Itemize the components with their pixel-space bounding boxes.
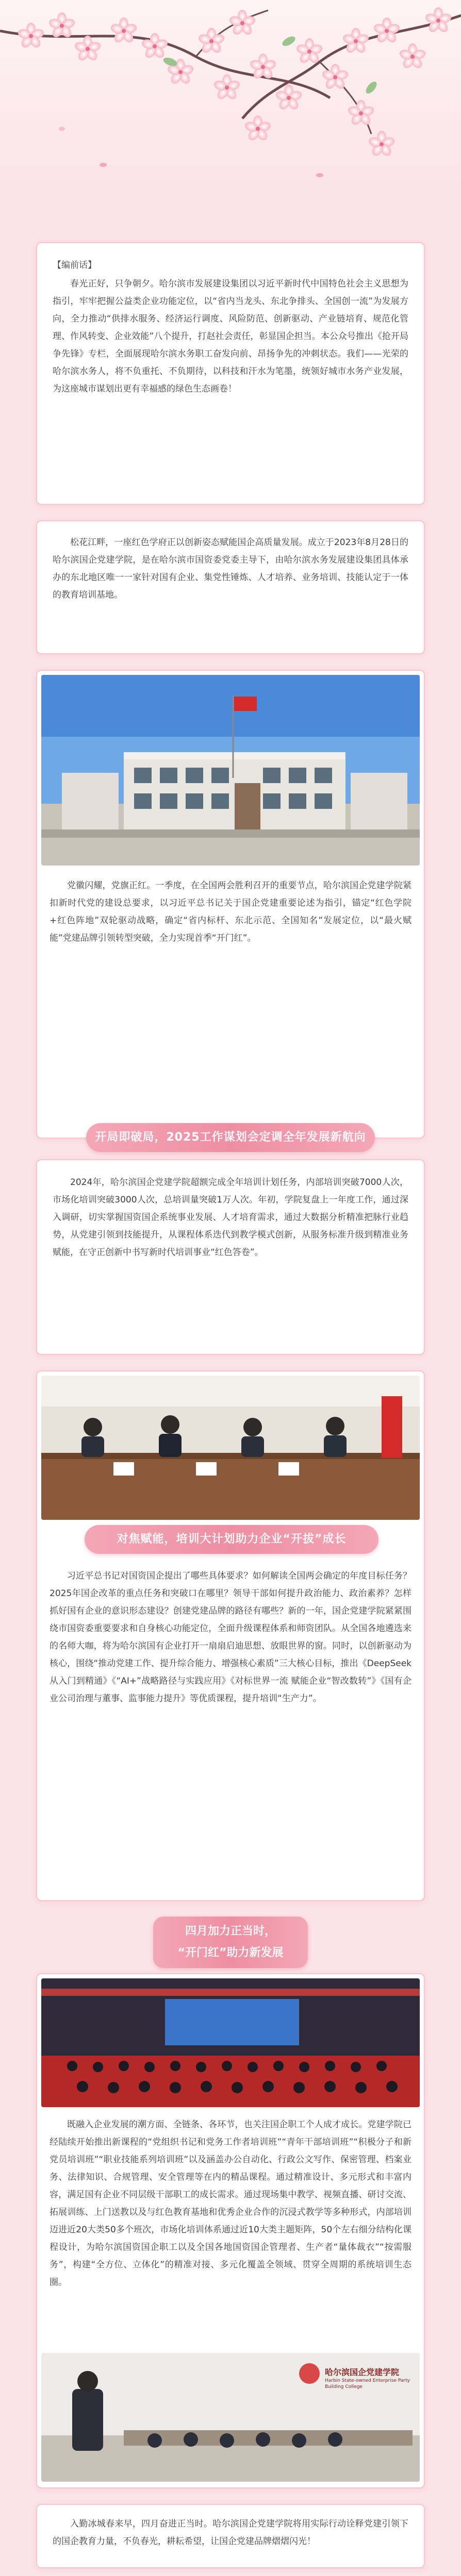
section-banner-3	[153, 1917, 308, 1968]
cherry-blossom-icon	[0, 0, 461, 216]
college-sign-en: Harbin State-owned Enterprise Party Building College	[325, 2378, 410, 2389]
auditorium-photo	[41, 1978, 420, 2107]
college-sign-cn: 哈尔滨国企党建学院	[325, 2367, 400, 2377]
intro-text: 松花江畔，一座红色学府正以创新姿态赋能国企高质量发展。成立于2023年8月28日的哈尔滨国企党建学院，是在哈尔滨市国资委党委主导下，由哈尔滨水务发展建设集团具体承办的东北地区唯一一家针对国有企业、集党性锤炼、人才培养、业务培训、技能认定于一体的教育培训基地。	[53, 537, 408, 600]
section-4-text: 既融入企业发展的潮方面、全链条、各环节，也关注国企职工个人成才成长。党建学院已经陆续开始推出新课程的“党组织书记和党务工作者培训班”“青年干部培训班”“积极分子和新党员培训班”“职业技能系列培训班”以及涵盖办公自动化、行政公文写作、保密管理、档案业务、法律知识、合规管理、安全管理等在内的精品课程。通过精准设计、多元形式和丰富内容，满足国有企业不同层级干部职工的成长需求。通过现场集中教学、视频直播、研讨交流、拓展训练、上门送教以及与红色教育基地和优秀企业合作的沉浸式教学等多种形式，内部培训迈进近20大类50多个班次，市场化培训体系通过近10大类主题矩阵，50个左右细分结构化课程设计，为哈尔滨国资国企职工以及全国各地国资国企管理者、生产者“量体裁衣”“按需服务”，构建“全方位、立体化”的精准对接、多元化覆盖全领域、贯穿全周期的系统培训生态圈。	[50, 2120, 411, 2287]
outro-card	[36, 2504, 425, 2568]
college-building-photo	[41, 675, 420, 866]
section-1-text: 党徽闪耀，党旗正红。一季度，在全国两会胜利召开的重要节点，哈尔滨国企党建学院紧扣新时代党的建设总要求，以习近平总书记关于国企党建重要论述为指引，锚定“红色学院+红色阵地”双轮驱动战略，确定“省内标杆、东北示范、全国知名”发展定位，以“最火赋能”党建品牌引领转型突破，全力实现首季“开门红”。	[50, 880, 411, 943]
section-banner-2: 对焦赋能，培训大计划助力企业“开拔”成长	[85, 1525, 378, 1554]
meeting-photo	[41, 1376, 420, 1520]
header-blossom-illustration	[0, 0, 461, 216]
intro-card	[36, 520, 425, 654]
section-banner-1: 开局即破局，2025工作谋划会定调全年发展新航向	[86, 1123, 375, 1152]
section-1-card	[36, 670, 425, 1139]
section-4-card	[36, 1973, 425, 2488]
banner-3-line-1: 四月加力正当时，	[185, 1925, 276, 1938]
section-3-text: 习近平总书记对国资国企提出了哪些具体要求？如何解读全国两会确定的年度目标任务？2025年国企改革的重点任务和突破口在哪里？领导干部如何提升政治能力、政治素养？怎样抓好国有企业的意识形态建设？创建党建品牌的路径有哪些？新的一年，国企党建学院紧紧围绕市国资委重要要求和自身核心功能定位，全面升级课程体系和师资团队。从全国各地遴选来的名师大咖，将为哈尔滨国有企业打开一扇扇启迪思想、放眼世界的窗。同时，以创新驱动为核心，围绕“推动党建工作、提升综合能力、增强核心素质”三大核心目标，推出《DeepSeek从入门到精通》《“AI+”战略路径与实践应用》《对标世界一流 赋能企业“智改数转”》《国有企业公司治理与董事、监事能力提升》等优质课程，提升培训“生产力”。	[50, 1571, 411, 1704]
banner-3-line-2: “开门红”助力新发展	[177, 1946, 284, 1959]
editor-note-label: 【编前话】	[53, 260, 96, 270]
editor-note-text: 春光正好，只争朝夕。哈尔滨市发展建设集团以习近平新时代中国特色社会主义思想为指引，牢牢把握公益类企业功能定位，以“省内当龙头、东北争排头、全国创一流”为发展方向，全力推动“供排水服务、经济运行调度、风险防范、创新驱动、产业链培育、规范化管理、作风转变、企业效能”八个提升，打赵社会责任，彰显国企担当。本公众号推出《抢开局 争先锋》专栏，全面展现哈尔滨水务职工奋发向前、昂扬争先的冲刺状态。我们——光荣的哈尔滨水务人，将不负重托、不负期待，以科技和汗水为笔墨，统领好城市水务产业发展，为这座城市谋划出更有幸福感的绿色生态画卷！	[53, 279, 408, 394]
outro-text: 入勤冰城春来早，四月奋进正当时。哈尔滨国企党建学院将用实际行动诠释党建引领下的国企教育力量，不负春光，耕耘希望，让国企党建品牌熠熠闪光！	[53, 2519, 408, 2547]
section-2-card	[36, 1159, 425, 1355]
section-3-card	[36, 1370, 425, 1901]
editor-note-card	[36, 242, 425, 505]
classroom-photo	[41, 2353, 420, 2482]
section-2-text: 2024年，哈尔滨国企党建学院超额完成全年培训计划任务，内部培训突破7000人次，市场化培训突破3000人次，总培训量突破1万人次。年初，学院复盘上一年度工作，通过深入调研，切实掌握国资国企系统事业发展、人才培育需求，通过大数据分析精准把脉行业趋势，从党建引领到技能提升，从课程体系迭代到教学模式创新，从服务标准升级到精准业务赋能，在守正创新中书写新时代培训事业“红色答卷”。	[53, 1177, 408, 1258]
